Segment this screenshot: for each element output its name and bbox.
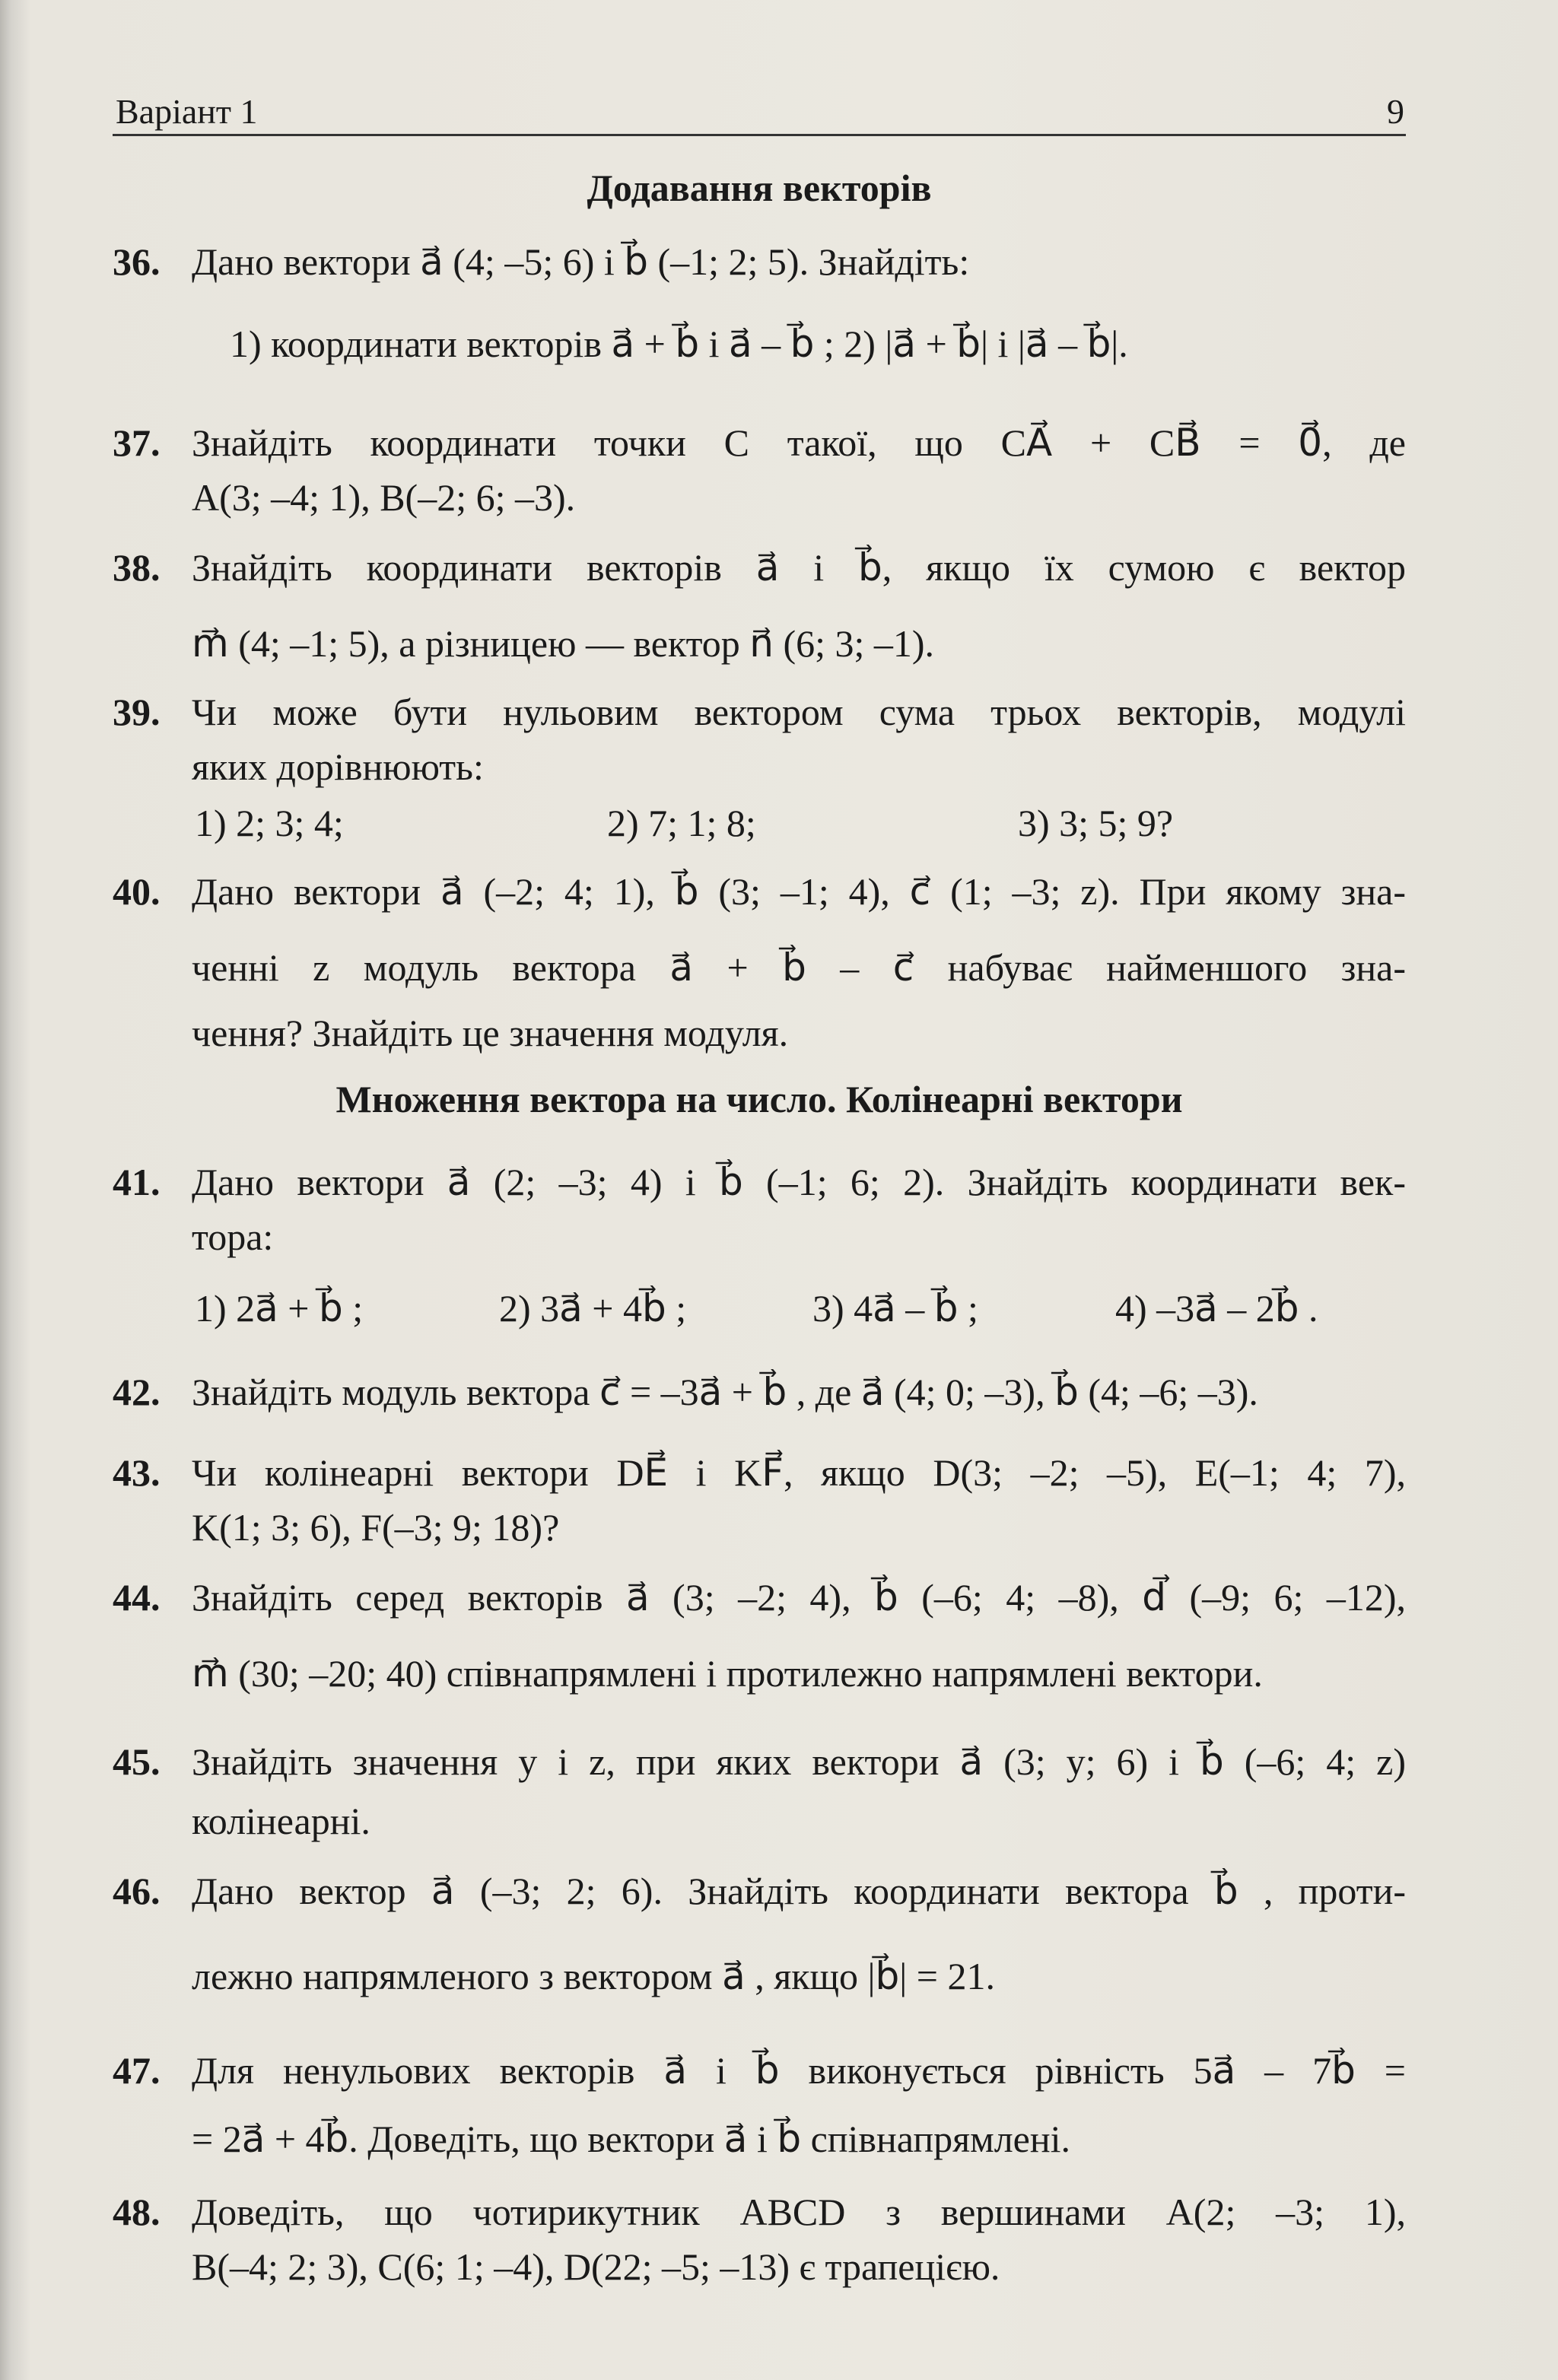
- problem-45: [113, 1734, 1406, 1856]
- problem-text-line: Дано вектори a⃗ (–2; 4; 1), b⃗ (3; –1; 4), c⃗ (1; –3; z). При якому зна-: [192, 870, 1406, 913]
- problem-43: [113, 1445, 1406, 1567]
- problem-37: [113, 415, 1406, 529]
- problem-number: 43.: [113, 1451, 161, 1494]
- problem-44: [113, 1570, 1406, 1699]
- problem-text-line: Дано вектори a⃗ (4; –5; 6) і b⃗ (–1; 2; 5). Знайдіть:: [192, 240, 970, 283]
- problem-39: [113, 685, 1406, 860]
- problem-number: 47.: [113, 2049, 161, 2092]
- problem-36: [113, 234, 1406, 386]
- problem-text-line: = 2a⃗ + 4b⃗. Доведіть, що вектори a⃗ і b⃗ співнапрямлені.: [192, 2118, 1071, 2160]
- problem-text-line: ченні z модуль вектора a⃗ + b⃗ – c⃗ набуває найменшого зна-: [192, 946, 1406, 989]
- problem-text-line: чення? Знайдіть це значення модуля.: [192, 1012, 789, 1054]
- problem-number: 38.: [113, 546, 161, 589]
- problem-text-line: Чи може бути нульовим вектором сума трьох векторів, модулі: [192, 691, 1406, 733]
- problem-46: [113, 1864, 1406, 2016]
- problem-text-line: 1) координати векторів a⃗ + b⃗ і a⃗ – b⃗ ; 2) |a⃗ + b⃗| і |a⃗ – b⃗|.: [230, 323, 1128, 365]
- problem-38: [113, 540, 1406, 669]
- problem-text-line: Дано вектори a⃗ (2; –3; 4) і b⃗ (–1; 6; 2). Знайдіть координати век-: [192, 1161, 1406, 1203]
- problem-41: [113, 1155, 1406, 1345]
- problem-number: 36.: [113, 240, 161, 283]
- problem-47: [113, 2043, 1406, 2165]
- problem-text-line: Знайдіть координати точки C такої, що CA⃗ + CB⃗ = 0⃗, де: [192, 421, 1406, 464]
- variant-label: Варіант 1: [116, 92, 258, 131]
- answer-option: 1) 2a⃗ + b⃗ ;: [195, 1287, 364, 1330]
- problem-text-line: Знайдіть модуль вектора c⃗ = –3a⃗ + b⃗ , де a⃗ (4; 0; –3), b⃗ (4; –6; –3).: [192, 1371, 1258, 1413]
- problem-text-line: Знайдіть координати векторів a⃗ і b⃗, якщо їх сумою є вектор: [192, 546, 1406, 589]
- problem-text-line: m⃗ (30; –20; 40) співнапрямлені і протилежно напрямлені вектори.: [192, 1652, 1263, 1695]
- problem-number: 48.: [113, 2191, 161, 2233]
- answer-option: 1) 2; 3; 4;: [195, 802, 344, 844]
- problem-number: 39.: [113, 691, 161, 733]
- problem-number: 42.: [113, 1371, 161, 1413]
- problem-text-line: Доведіть, що чотирикутник ABCD з вершинами A(2; –3; 1),: [192, 2191, 1406, 2233]
- problem-number: 37.: [113, 421, 161, 464]
- problem-number: 40.: [113, 870, 161, 913]
- page-number: 9: [1387, 92, 1404, 131]
- problem-text-line: Знайдіть значення y і z, при яких вектори a⃗ (3; y; 6) і b⃗ (–6; 4; z): [192, 1740, 1406, 1783]
- answer-option: 3) 4a⃗ – b⃗ ;: [812, 1287, 978, 1330]
- answer-option: 4) –3a⃗ – 2b⃗ .: [1115, 1287, 1318, 1330]
- problem-40: [113, 864, 1406, 1069]
- problem-48: [113, 2185, 1406, 2306]
- problem-text-line: K(1; 3; 6), F(–3; 9; 18)?: [192, 1506, 560, 1549]
- section-title-vector-addition: Додавання векторів: [587, 167, 932, 209]
- problem-42: [113, 1365, 1406, 1433]
- problem-text-line: колінеарні.: [192, 1800, 370, 1842]
- answer-option: 2) 7; 1; 8;: [607, 802, 756, 844]
- problem-text-line: Дано вектор a⃗ (–3; 2; 6). Знайдіть координати вектора b⃗ , проти-: [192, 1870, 1406, 1912]
- page-header: [113, 85, 1406, 136]
- problem-text-line: m⃗ (4; –1; 5), а різницею — вектор n⃗ (6; 3; –1).: [192, 622, 935, 665]
- problem-text-line: тора:: [192, 1215, 274, 1258]
- problem-text-line: лежно напрямленого з вектором a⃗ , якщо |b⃗| = 21.: [192, 1955, 995, 1997]
- problem-text-line: A(3; –4; 1), B(–2; 6; –3).: [192, 476, 576, 519]
- problem-text-line: Для ненульових векторів a⃗ і b⃗ виконується рівність 5a⃗ – 7b⃗ =: [192, 2049, 1406, 2092]
- problem-number: 44.: [113, 1576, 161, 1619]
- problem-number: 41.: [113, 1161, 161, 1203]
- problem-text-line: B(–4; 2; 3), C(6; 1; –4), D(22; –5; –13) є трапецією.: [192, 2245, 1000, 2288]
- problem-text-line: Чи колінеарні вектори DE⃗ і KF⃗, якщо D(3; –2; –5), E(–1; 4; 7),: [192, 1451, 1406, 1494]
- answer-option: 2) 3a⃗ + 4b⃗ ;: [499, 1287, 687, 1330]
- problem-text-line: Знайдіть серед векторів a⃗ (3; –2; 4), b⃗ (–6; 4; –8), d⃗ (–9; 6; –12),: [192, 1576, 1406, 1619]
- answer-option: 3) 3; 5; 9?: [1018, 802, 1174, 844]
- problem-text-line: яких дорівнюють:: [192, 745, 484, 788]
- problem-number: 46.: [113, 1870, 161, 1912]
- problem-number: 45.: [113, 1740, 161, 1783]
- section-title-scalar-multiplication: Множення вектора на число. Колінеарні вектори: [335, 1078, 1183, 1120]
